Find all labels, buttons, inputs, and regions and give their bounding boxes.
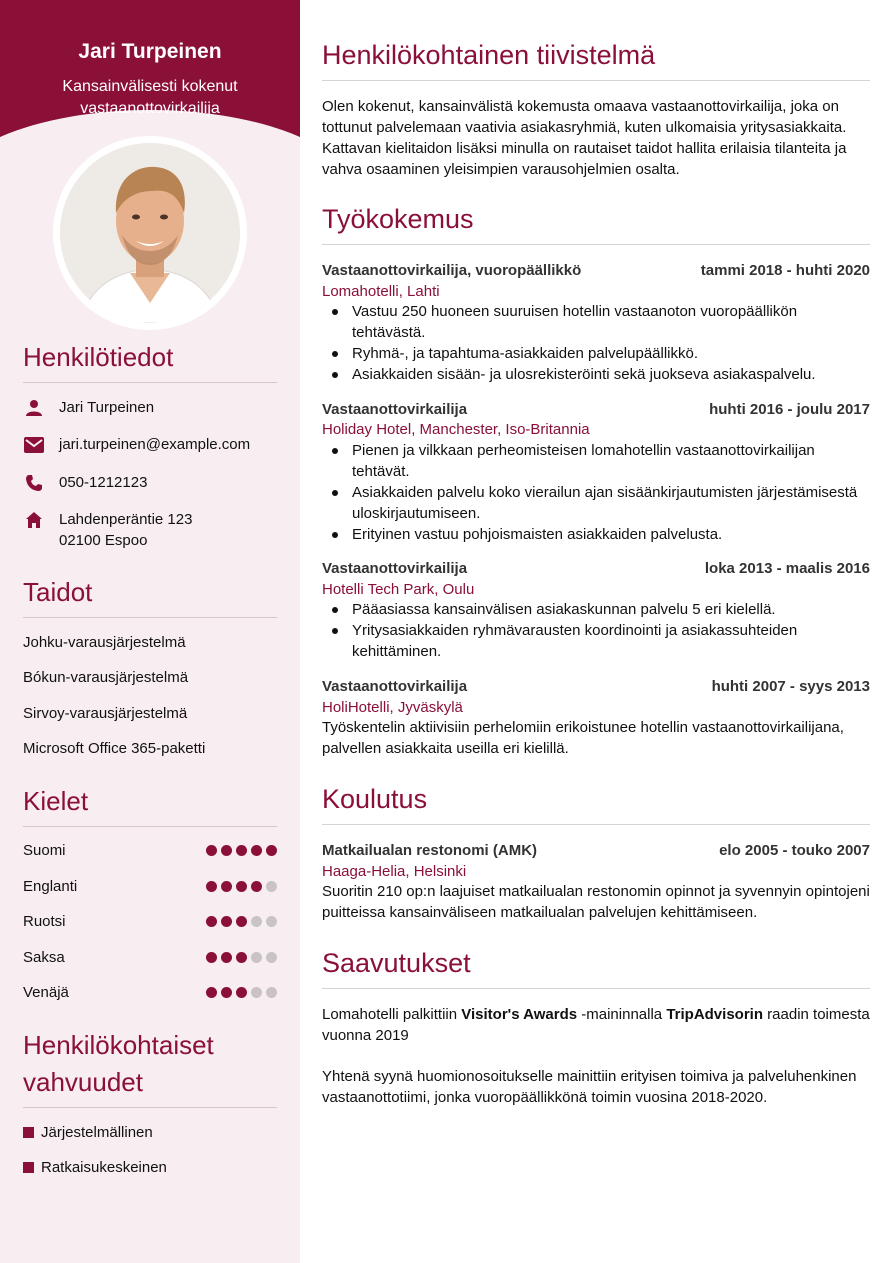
mail-icon — [23, 434, 45, 456]
contact-address — [23, 509, 283, 551]
job-header — [322, 558, 870, 579]
language-name: Ruotsi — [23, 913, 66, 930]
language-row — [23, 949, 277, 966]
skill-item: Microsoft Office 365-paketti — [23, 740, 206, 757]
list-item: Asiakkaiden sisään- ja ulosrekisteröinti sekä juokseva asiakaspalvelu. — [322, 364, 870, 385]
address-line-2: 02100 Espoo — [59, 532, 148, 549]
square-bullet-icon — [23, 1162, 34, 1173]
contact-email-text[interactable]: jari.turpeinen@example.com — [59, 436, 251, 453]
job-bullets — [322, 301, 870, 385]
rating-dot — [236, 987, 247, 998]
job-role: Vastaanottovirkailija — [322, 401, 468, 418]
language-name: Venäjä — [23, 984, 69, 1001]
school: Haaga-Helia, Helsinki — [322, 863, 467, 880]
skills-title: Taidot — [23, 577, 93, 607]
divider — [322, 244, 870, 245]
language-row — [23, 913, 277, 930]
rating-dot — [206, 845, 217, 856]
strength-item: Ratkaisukeskeinen — [23, 1159, 167, 1176]
phone-icon — [23, 472, 45, 494]
achievement-paragraph: Yhtenä syynä huomionosoitukselle mainittiin erityisen toimiva ja palveluhenkinen vastaanottotiimi, jonka vuoropäällikkönä toimin vuosina 2018-2020. — [322, 1068, 857, 1106]
address-line-1: Lahdenperäntie 123 — [59, 511, 193, 528]
rating-dot — [251, 987, 262, 998]
divider — [23, 826, 277, 827]
divider — [322, 80, 870, 81]
job-header — [322, 399, 870, 420]
rating-dot — [266, 916, 277, 927]
job-employer: Holiday Hotel, Manchester, Iso-Britannia — [322, 421, 590, 438]
list-item: Ryhmä-, ja tapahtuma-asiakkaiden palvelupäällikkö. — [322, 343, 870, 364]
divider — [322, 988, 870, 989]
language-level — [206, 987, 277, 998]
square-bullet-icon — [23, 1127, 34, 1138]
rating-dot — [206, 916, 217, 927]
job-employer: Lomahotelli, Lahti — [322, 283, 440, 300]
language-level — [206, 845, 277, 856]
rating-dot — [236, 952, 247, 963]
languages-title: Kielet — [23, 786, 89, 816]
degree: Matkailualan restonomi (AMK) — [322, 842, 538, 859]
rating-dot — [251, 916, 262, 927]
job-bullets — [322, 440, 870, 545]
language-name: Suomi — [23, 842, 66, 859]
contact-name — [23, 397, 283, 419]
contact-name-text: Jari Turpeinen — [59, 399, 155, 416]
job-bullets — [322, 599, 870, 662]
job-header — [322, 260, 870, 281]
strengths-title: Henkilökohtaiset vahvuudet — [23, 1030, 214, 1097]
personal-info-title: Henkilötiedot — [23, 342, 174, 372]
job-role: Vastaanottovirkailija — [322, 678, 468, 695]
list-item: Pääasiassa kansainvälisen asiakaskunnan palvelu 5 eri kielellä. — [322, 599, 870, 620]
person-icon — [23, 397, 45, 419]
rating-dot — [266, 845, 277, 856]
divider — [23, 617, 277, 618]
rating-dot — [206, 952, 217, 963]
job-role: Vastaanottovirkailija — [322, 560, 468, 577]
language-row — [23, 984, 277, 1001]
education-text: Suoritin 210 op:n laajuiset matkailualan restonomin opinnot ja syvennyin opintojeni puitteissa kansainväliseen matkailualan palvelujen kehittämiseen. — [322, 883, 870, 921]
job-employer: HoliHotelli, Jyväskylä — [322, 699, 463, 716]
skill-item: Sirvoy-varausjärjestelmä — [23, 705, 188, 722]
skill-item: Bókun-varausjärjestelmä — [23, 669, 189, 686]
rating-dot — [221, 952, 232, 963]
language-name: Englanti — [23, 878, 78, 895]
job-role: Vastaanottovirkailija, vuoropäällikkö — [322, 262, 582, 279]
rating-dot — [206, 881, 217, 892]
job-dates: loka 2013 - maalis 2016 — [704, 560, 870, 577]
list-item: Asiakkaiden palvelu koko vierailun ajan sisäänkirjautumisten järjestämisestä uloskirjautumiseen. — [322, 482, 870, 524]
skill-item: Johku-varausjärjestelmä — [23, 634, 186, 651]
rating-dot — [236, 916, 247, 927]
education-title: Koulutus — [322, 784, 428, 814]
rating-dot — [266, 952, 277, 963]
achievement-paragraph: Lomahotelli palkittiin Visitor's Awards -maininnalla TripAdvisorin raadin toimesta vuonna 2019 — [322, 1006, 870, 1044]
divider — [23, 1107, 277, 1108]
language-row — [23, 842, 277, 859]
rating-dot — [266, 881, 277, 892]
rating-dot — [251, 952, 262, 963]
profile-photo — [60, 143, 240, 323]
job-dates: tammi 2018 - huhti 2020 — [700, 262, 870, 279]
list-item: Yritysasiakkaiden ryhmävarausten koordinointi ja asiakassuhteiden kehittäminen. — [322, 620, 870, 662]
rating-dot — [221, 916, 232, 927]
language-name: Saksa — [23, 949, 65, 966]
rating-dot — [221, 987, 232, 998]
job-header — [322, 676, 870, 697]
education-dates: elo 2005 - touko 2007 — [719, 842, 870, 859]
language-row — [23, 878, 277, 895]
summary-title: Henkilökohtainen tiivistelmä — [322, 40, 656, 70]
language-level — [206, 881, 277, 892]
job-dates: huhti 2007 - syys 2013 — [711, 678, 870, 695]
candidate-name: Jari Turpeinen — [78, 40, 222, 63]
education-header — [322, 840, 870, 861]
language-level — [206, 952, 277, 963]
divider — [23, 382, 277, 383]
rating-dot — [221, 845, 232, 856]
rating-dot — [236, 881, 247, 892]
candidate-tagline: Kansainvälisesti kokenut vastaanottovirkailija — [62, 78, 238, 117]
job-employer: Hotelli Tech Park, Oulu — [322, 581, 475, 598]
list-item: Pienen ja vilkkaan perheomisteisen lomahotellin vastaanottovirkailijan tehtävät. — [322, 440, 870, 482]
summary-text: Olen kokenut, kansainvälistä kokemusta omaava vastaanottovirkailija, joka on tottunut palvelemaan vaativia asiakasryhmiä, kuten ulkomaisia yritysasiakkaita. Kattavan kielitaidon lisäksi minulla on rautaiset taidot hallita erilaisia tilanteita ja vahva osaaminen yleisimpien varausohjelmien osalta. — [322, 98, 847, 178]
list-item: Erityinen vastuu pohjoismaisten asiakkaiden palvelusta. — [322, 524, 870, 545]
rating-dot — [266, 987, 277, 998]
home-icon — [23, 509, 45, 531]
rating-dot — [236, 845, 247, 856]
list-item: Vastuu 250 huoneen suuruisen hotellin vastaanoton vuoropäällikön tehtävästä. — [322, 301, 870, 343]
divider — [322, 824, 870, 825]
contact-phone — [23, 472, 283, 494]
rating-dot — [221, 881, 232, 892]
language-level — [206, 916, 277, 927]
job-dates: huhti 2016 - joulu 2017 — [709, 401, 870, 418]
achievements-title: Saavutukset — [322, 948, 471, 978]
contact-email — [23, 434, 283, 456]
rating-dot — [206, 987, 217, 998]
job-description: Työskentelin aktiivisiin perhelomiin erikoistunee hotellin vastaanottovirkailijana, palvellen asiakkaita useilla eri kielillä. — [322, 719, 844, 757]
rating-dot — [251, 881, 262, 892]
rating-dot — [251, 845, 262, 856]
strength-item: Järjestelmällinen — [23, 1124, 153, 1141]
contact-phone-text[interactable]: 050-1212123 — [59, 474, 148, 491]
sidebar — [0, 0, 300, 1263]
experience-title: Työkokemus — [322, 204, 474, 234]
